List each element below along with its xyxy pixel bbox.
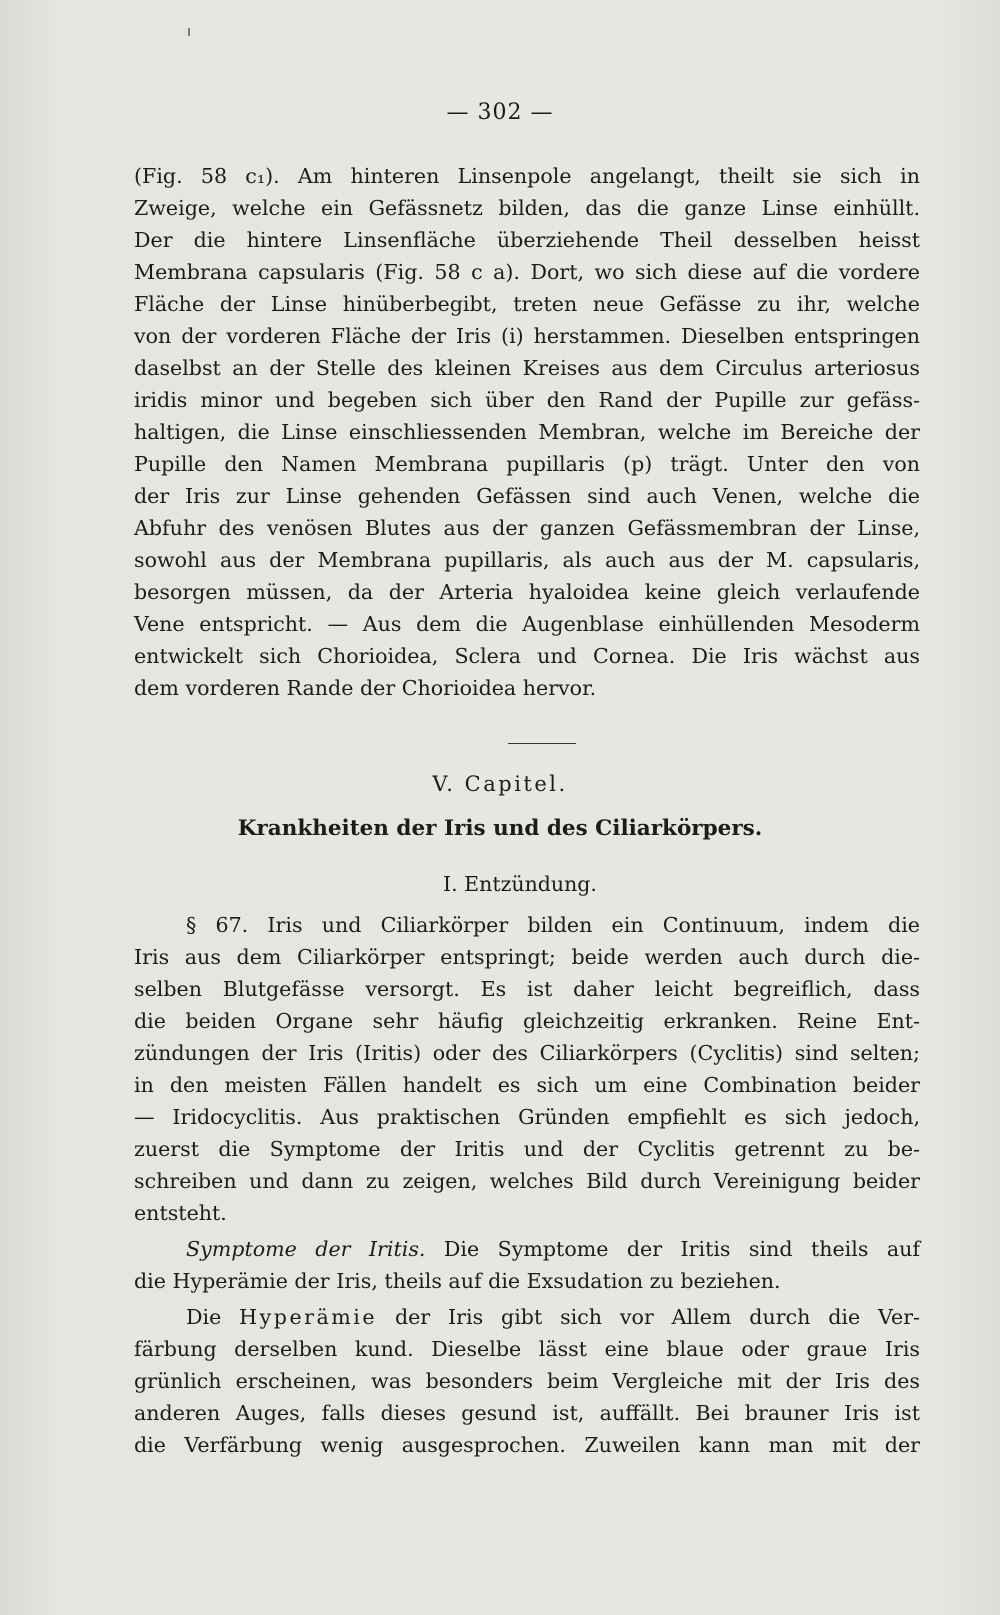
text-line: besorgen müssen, da der Arteria hyaloidea keine gleich verlaufende bbox=[134, 580, 920, 604]
text-line: sowohl aus der Membrana pupillaris, als auch aus der M. capsularis, bbox=[134, 548, 920, 572]
text-line: in den meisten Fällen handelt es sich um eine Combination beider bbox=[134, 1073, 920, 1097]
spaced-term: Hyperämie bbox=[239, 1305, 378, 1329]
text-line: Abfuhr des venösen Blutes aus der ganzen Gefässmembran der Linse, bbox=[134, 516, 920, 540]
text-line: die Hyperämie der Iris, theils auf die Exsudation zu beziehen. bbox=[134, 1269, 781, 1293]
text-line bbox=[186, 1304, 920, 1330]
text-line: entwickelt sich Chorioidea, Sclera und Cornea. Die Iris wächst aus bbox=[134, 644, 920, 668]
section-divider bbox=[508, 743, 576, 744]
text-line: — Iridocyclitis. Aus praktischen Gründen empfiehlt es sich jedoch, bbox=[134, 1105, 920, 1129]
text-line: § 67. Iris und Ciliarkörper bilden ein Continuum, indem die bbox=[186, 913, 920, 937]
text-line: die beiden Organe sehr häufig gleichzeitig erkranken. Reine Ent- bbox=[134, 1009, 920, 1033]
ink-mark bbox=[188, 28, 190, 36]
text-line: Der die hintere Linsenfläche überziehende Theil desselben heisst bbox=[134, 228, 920, 252]
text-span: der Iris gibt sich vor Allem durch die Ver- bbox=[394, 1305, 921, 1329]
text-line: Zweige, welche ein Gefässnetz bilden, das die ganze Linse einhüllt. bbox=[134, 196, 920, 220]
text-line: anderen Auges, falls dieses gesund ist, auffällt. Bei brauner Iris ist bbox=[134, 1401, 920, 1425]
text-line: Iris aus dem Ciliarkörper entspringt; beide werden auch durch die- bbox=[134, 945, 920, 969]
text-line: zuerst die Symptome der Iritis und der Cyclitis getrennt zu be- bbox=[134, 1137, 920, 1161]
text-line: entsteht. bbox=[134, 1201, 227, 1225]
text-line: der Iris zur Linse gehenden Gefässen sind auch Venen, welche die bbox=[134, 484, 920, 508]
chapter-title: Krankheiten der Iris und des Ciliarkörpers. bbox=[237, 816, 763, 841]
text-span: Die Symptome der Iritis sind theils auf bbox=[443, 1237, 920, 1261]
text-line: schreiben und dann zu zeigen, welches Bild durch Vereinigung beider bbox=[134, 1169, 920, 1193]
section-title: I. Entzündung. bbox=[443, 872, 597, 896]
text-line: iridis minor und begeben sich über den Rand der Pupille zur gefäss- bbox=[134, 388, 920, 412]
text-line: die Verfärbung wenig ausgesprochen. Zuweilen kann man mit der bbox=[134, 1433, 920, 1457]
page-number: — 302 — bbox=[446, 100, 554, 125]
text-line: (Fig. 58 c₁). Am hinteren Linsenpole angelangt, theilt sie sich in bbox=[134, 164, 920, 188]
text-line: Membrana capsularis (Fig. 58 c a). Dort, wo sich diese auf die vordere bbox=[134, 260, 920, 284]
text-line: zündungen der Iris (Iritis) oder des Ciliarkörpers (Cyclitis) sind selten; bbox=[134, 1041, 920, 1065]
text-line bbox=[186, 1236, 920, 1262]
text-line: färbung derselben kund. Dieselbe lässt eine blaue oder graue Iris bbox=[134, 1337, 920, 1361]
text-line: von der vorderen Fläche der Iris (i) herstammen. Dieselben entspringen bbox=[134, 324, 920, 348]
text-line: dem vorderen Rande der Chorioidea hervor. bbox=[134, 676, 597, 700]
text-line: daselbst an der Stelle des kleinen Kreises aus dem Circulus arteriosus bbox=[134, 356, 920, 380]
text-line: selben Blutgefässe versorgt. Es ist daher leicht begreiflich, dass bbox=[134, 977, 920, 1001]
text-line: Fläche der Linse hinüberbegibt, treten neue Gefässe zu ihr, welche bbox=[134, 292, 920, 316]
text-line: grünlich erscheinen, was besonders beim Vergleiche mit der Iris des bbox=[134, 1369, 920, 1393]
italic-heading: Symptome der Iritis. bbox=[186, 1237, 426, 1261]
text-span: Die bbox=[186, 1305, 222, 1329]
text-line: haltigen, die Linse einschliessenden Membran, welche im Bereiche der bbox=[134, 420, 920, 444]
text-line: Pupille den Namen Membrana pupillaris (p) trägt. Unter den von bbox=[134, 452, 920, 476]
chapter-number: V. Capitel. bbox=[432, 772, 568, 796]
text-line: Vene entspricht. — Aus dem die Augenblase einhüllenden Mesoderm bbox=[134, 612, 920, 636]
